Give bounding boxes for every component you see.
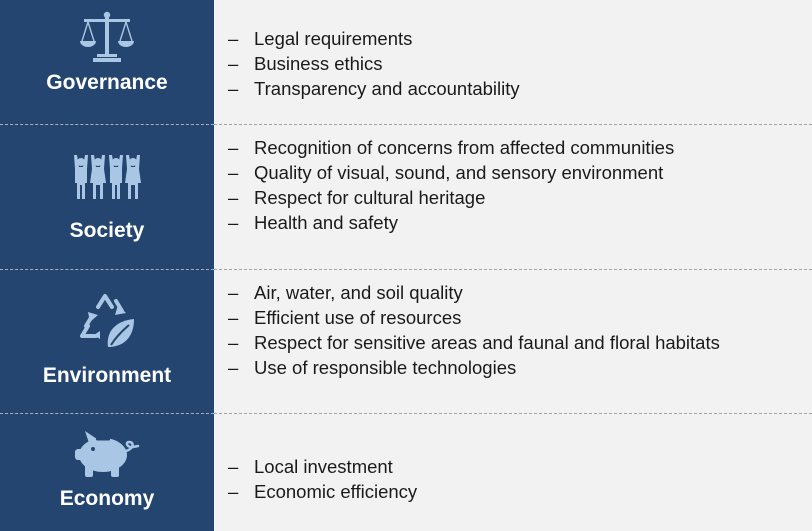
content-cell-governance: [214, 0, 812, 124]
list-item: – Air, water, and soil quality: [228, 282, 463, 303]
category-label: Society: [69, 219, 145, 242]
list-item: – Quality of visual, sound, and sensory environment: [228, 162, 664, 183]
list-item: – Local investment: [228, 456, 393, 477]
list-item: – Use of responsible technologies: [228, 357, 517, 378]
list-item: – Recognition of concerns from affected communities: [228, 137, 675, 158]
row-governance: [0, 0, 812, 124]
list-item: – Transparency and accountability: [228, 78, 520, 99]
list-item: – Health and safety: [228, 212, 398, 233]
content-cell-economy: [214, 413, 812, 531]
label-cell-society: [0, 124, 214, 269]
row-environment: [0, 269, 812, 413]
category-label: Governance: [46, 71, 168, 94]
recycle-leaf-icon: [0, 293, 214, 349]
list-item: – Economic efficiency: [228, 481, 418, 502]
list-item: – Legal requirements: [228, 28, 413, 49]
item-list: [228, 135, 802, 235]
content-cell-environment: [214, 269, 812, 413]
row-economy: [0, 413, 812, 531]
label-cell-environment: [0, 269, 214, 413]
label-cell-economy: [0, 413, 214, 531]
scales-of-justice-icon: [0, 9, 214, 65]
row-society: [0, 124, 812, 269]
item-list: [228, 454, 802, 504]
label-cell-governance: [0, 0, 214, 124]
category-label: Environment: [42, 364, 172, 387]
list-item: – Respect for cultural heritage: [228, 187, 486, 208]
item-list: [228, 280, 802, 380]
piggy-bank-icon: [0, 429, 214, 479]
content-cell-society: [214, 124, 812, 269]
item-list: [228, 26, 802, 101]
list-item: – Respect for sensitive areas and faunal and floral habitats: [228, 332, 720, 353]
list-item: – Business ethics: [228, 53, 383, 74]
group-of-people-icon: [0, 153, 214, 201]
category-label: Economy: [59, 487, 155, 510]
list-item: – Efficient use of resources: [228, 307, 462, 328]
